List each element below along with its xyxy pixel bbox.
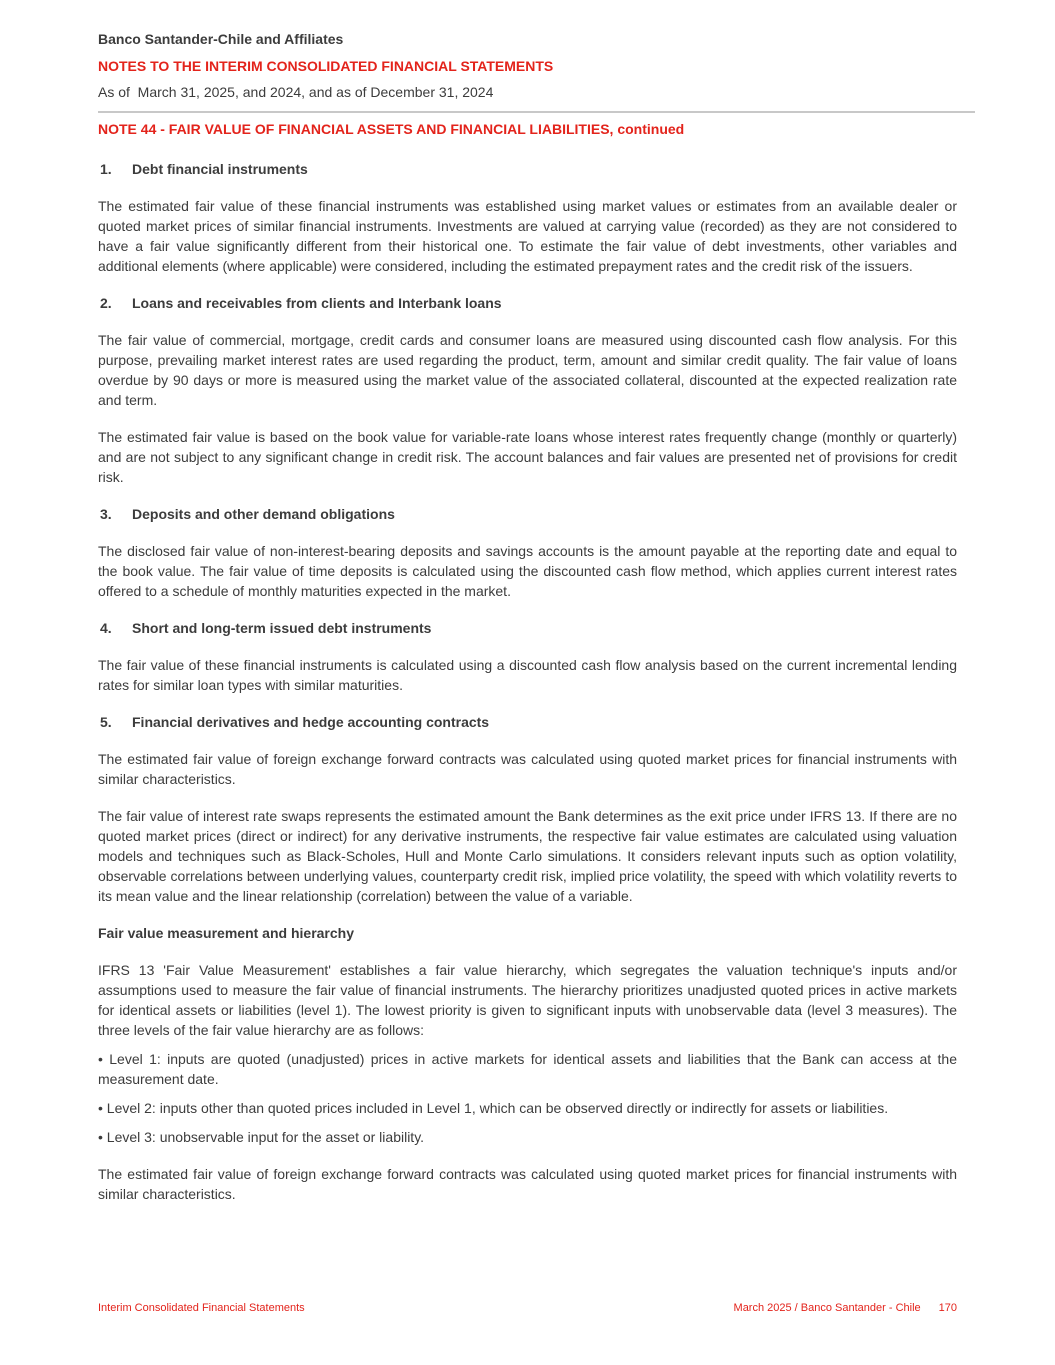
section-title-text: Loans and receivables from clients and Interbank loans xyxy=(132,295,502,311)
section-3-title xyxy=(98,504,957,524)
section-title-text: Deposits and other demand obligations xyxy=(132,506,395,522)
paragraph: The estimated fair value of these financial instruments was established using market values or estimates from an available dealer or quoted market prices of similar financial instruments. Investments are valued at carrying value (recorded) as they are not considered to have a fair value significantly different from their historical one. To estimate the fair value of debt investments, other variables and additional elements (where applicable) were considered, including the estimated prepayment rates and the credit risk of the issuers. xyxy=(98,198,957,274)
section-number: 2. xyxy=(100,295,112,311)
header-divider xyxy=(98,111,975,113)
section-title-text: Financial derivatives and hedge accounting contracts xyxy=(132,714,490,730)
section-5-title xyxy=(98,712,957,732)
hierarchy-level-1: • Level 1: inputs are quoted (unadjusted) prices in active markets for identical assets and liabilities that the Bank can access at the measurement date. xyxy=(98,1051,957,1087)
hierarchy-title: Fair value measurement and hierarchy xyxy=(98,925,354,941)
hierarchy-intro: IFRS 13 'Fair Value Measurement' establishes a fair value hierarchy, which segregates the valuation technique's inputs and/or assumptions used to measure the fair value of financial instruments. The hierarchy prioritizes unadjusted quoted prices in active markets for identical assets or liabilities (level 1). The lowest priority is given to significant inputs with unobservable data (level 3 measures). The three levels of the fair value hierarchy are as follows: xyxy=(98,962,957,1038)
footer-right xyxy=(734,1302,957,1314)
paragraph: The fair value of interest rate swaps represents the estimated amount the Bank determines as the exit price under IFRS 13. If there are no quoted market prices (direct or indirect) for any derivative instruments, the respective fair value estimates are calculated using valuation models and techniques such as Black-Scholes, Hull and Monte Carlo simulations. It considers relevant inputs such as option volatility, observable correlations between underlying values, counterparty credit risk, implied price volatility, the speed with which volatility reverts to its mean value and the linear relationship (correlation) between the value of a variable. xyxy=(98,808,957,904)
paragraph: The disclosed fair value of non-interest-bearing deposits and savings accounts is the amount payable at the reporting date and equal to the book value. The fair value of time deposits is calculated using the discounted cash flow method, which applies current interest rates offered to a schedule of monthly maturities expected in the market. xyxy=(98,543,957,599)
section-number: 1. xyxy=(100,161,112,177)
section-number: 3. xyxy=(100,506,112,522)
footer-left: Interim Consolidated Financial Statements xyxy=(98,1302,305,1314)
section-4-title xyxy=(98,618,957,638)
footer-publication: March 2025 / Banco Santander - Chile xyxy=(733,1302,921,1314)
section-number: 4. xyxy=(100,620,112,636)
note-heading: NOTE 44 - FAIR VALUE OF FINANCIAL ASSETS AND FINANCIAL LIABILITIES, continued xyxy=(98,121,685,137)
paragraph: The estimated fair value is based on the book value for variable-rate loans whose interest rates frequently change (monthly or quarterly) and are not subject to any significant change in credit risk. The account balances and fair values are presented net of provisions for credit risk. xyxy=(98,429,957,485)
section-number: 5. xyxy=(100,714,112,730)
section-title-text: Debt financial instruments xyxy=(132,161,308,177)
company-name: Banco Santander-Chile and Affiliates xyxy=(98,31,344,47)
page-number: 170 xyxy=(938,1302,957,1314)
section-1-title xyxy=(98,159,957,179)
section-2-title xyxy=(98,293,957,313)
paragraph: The estimated fair value of foreign exchange forward contracts was calculated using quoted market prices for financial instruments with similar characteristics. xyxy=(98,751,957,787)
document-body xyxy=(98,159,957,1221)
hierarchy-level-3: • Level 3: unobservable input for the asset or liability. xyxy=(98,1129,425,1145)
hierarchy-level-2: • Level 2: inputs other than quoted prices included in Level 1, which can be observed directly or indirectly for assets or liabilities. xyxy=(98,1100,889,1116)
paragraph: The fair value of these financial instruments is calculated using a discounted cash flow analysis based on the current incremental lending rates for similar loan types with similar maturities. xyxy=(98,657,957,693)
section-title-text: Short and long-term issued debt instruments xyxy=(132,620,432,636)
hierarchy-closing: The estimated fair value of foreign exchange forward contracts was calculated using quoted market prices for financial instruments with similar characteristics. xyxy=(98,1166,957,1202)
paragraph: The fair value of commercial, mortgage, credit cards and consumer loans are measured using discounted cash flow analysis. For this purpose, prevailing market interest rates are used regarding the product, term, amount and similar credit quality. The fair value of loans overdue by 90 days or more is measured using the market value of the associated collateral, discounted at the expected realization rate and term. xyxy=(98,332,957,408)
as-of-date: As of March 31, 2025, and 2024, and as of December 31, 2024 xyxy=(98,84,494,100)
notes-title: NOTES TO THE INTERIM CONSOLIDATED FINANCIAL STATEMENTS xyxy=(98,58,554,74)
